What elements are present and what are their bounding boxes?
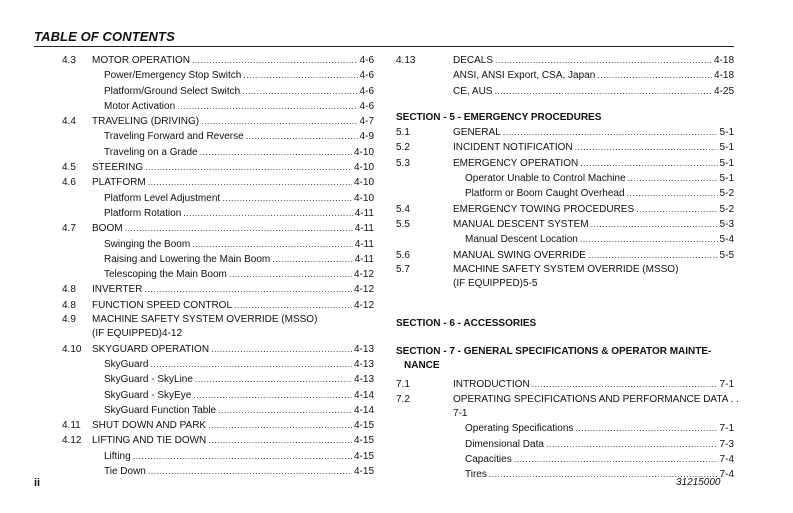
- toc-entry-title: INTRODUCTION: [453, 379, 530, 391]
- dot-leader: [627, 186, 718, 200]
- toc-entry-number: 4.5: [62, 162, 76, 174]
- dot-leader: [201, 114, 358, 128]
- toc-entry[interactable]: [396, 140, 734, 155]
- toc-entry-title: Lifting: [104, 450, 131, 462]
- toc-entry-title: MOTOR OPERATION: [92, 55, 190, 66]
- toc-entry-page: 4-15: [353, 450, 374, 462]
- toc-entry-title: SKYGUARD OPERATION: [92, 343, 210, 355]
- section-6-heading[interactable]: SECTION - 6 - ACCESSORIES: [396, 318, 537, 330]
- toc-entry-title: EMERGENCY OPERATION: [453, 157, 579, 169]
- toc-entry[interactable]: [62, 342, 374, 357]
- toc-left-column: [62, 53, 374, 479]
- toc-entry-page: 5-1: [719, 157, 734, 169]
- page-title: TABLE OF CONTENTS: [34, 29, 175, 44]
- dot-leader: [494, 84, 712, 98]
- toc-entry-number: 4.12: [62, 435, 82, 447]
- toc-entry[interactable]: [396, 202, 734, 217]
- toc-entry-continuation: (IF EQUIPPED)4-12: [92, 328, 183, 340]
- dot-leader: [148, 175, 352, 189]
- toc-entry-number: 7.1: [396, 379, 410, 391]
- toc-entry-number: 4.6: [62, 177, 76, 189]
- toc-entry-page: 4-15: [353, 466, 374, 478]
- dot-leader: [234, 298, 352, 312]
- toc-entry-page: 5-3: [719, 218, 734, 230]
- toc-entry-title: EMERGENCY TOWING PROCEDURES: [453, 203, 635, 215]
- toc-entry[interactable]: [396, 68, 734, 83]
- toc-entry-title: INVERTER: [92, 284, 143, 296]
- toc-entry-page: 4-12: [353, 299, 374, 311]
- toc-entry-title: Platform Level Adjustment: [104, 192, 221, 204]
- toc-entry[interactable]: [396, 186, 734, 201]
- toc-entry[interactable]: [396, 421, 734, 436]
- toc-entry-number: 4.4: [62, 116, 76, 128]
- section-5-heading[interactable]: SECTION - 5 - EMERGENCY PROCEDURES: [396, 111, 602, 123]
- toc-entry-title: MACHINE SAFETY SYSTEM OVERRIDE (MSSO): [453, 263, 679, 275]
- dot-leader: [636, 202, 717, 216]
- toc-entry-page: 4-18: [713, 70, 734, 82]
- toc-entry[interactable]: [62, 298, 374, 313]
- toc-entry[interactable]: [62, 237, 374, 252]
- toc-entry[interactable]: [62, 84, 374, 99]
- toc-right-column: [396, 53, 739, 482]
- toc-entry-title: Power/Emergency Stop Switch: [104, 70, 242, 82]
- toc-entry[interactable]: [62, 357, 374, 372]
- toc-entry-page: 7-4: [719, 469, 734, 481]
- toc-entry[interactable]: [62, 403, 374, 418]
- dot-leader: [580, 232, 718, 246]
- toc-entry-title: Platform/Ground Select Switch: [104, 85, 241, 97]
- toc-entry-page: 4-11: [354, 238, 374, 250]
- toc-entry-page: 4-10: [353, 162, 374, 174]
- toc-entry-number: 7.2: [396, 393, 410, 405]
- toc-entry-page: 4-10: [353, 177, 374, 189]
- dot-leader: [193, 388, 352, 402]
- toc-entry-page: 4-6: [359, 85, 374, 97]
- toc-entry-page: 4-6: [359, 55, 374, 66]
- document-number: 31215000: [676, 477, 721, 488]
- dot-leader: [133, 449, 352, 463]
- dot-leader: [125, 221, 353, 235]
- toc-entry[interactable]: [62, 449, 374, 464]
- toc-entry[interactable]: [62, 145, 374, 160]
- toc-entry-number: 5.4: [396, 203, 410, 215]
- toc-entry-page: 7-1: [719, 423, 734, 435]
- toc-entry-page: 4-14: [353, 389, 374, 401]
- dot-leader: [597, 68, 712, 82]
- dot-leader: [246, 129, 358, 143]
- toc-entry-page: 4-10: [353, 146, 374, 158]
- toc-entry-page: 4-6: [359, 70, 374, 82]
- dot-leader: [148, 464, 352, 478]
- toc-entry-title: Motor Activation: [104, 100, 176, 112]
- dot-leader: [192, 53, 358, 67]
- toc-entry-title: MANUAL DESCENT SYSTEM: [453, 218, 589, 230]
- toc-entry-title: SkyGuard Function Table: [104, 404, 217, 416]
- toc-entry-page: 4-7: [359, 116, 374, 128]
- dot-leader: [532, 377, 718, 391]
- toc-entry-page: 4-13: [353, 343, 374, 355]
- toc-entry-title: BOOM: [92, 223, 123, 235]
- dot-leader: [229, 267, 352, 281]
- dot-leader: [200, 145, 352, 159]
- toc-entry-title: MACHINE SAFETY SYSTEM OVERRIDE (MSSO): [92, 314, 318, 326]
- toc-entry[interactable]: [396, 232, 734, 247]
- toc-entry[interactable]: [396, 53, 734, 68]
- toc-entry-title: Telescoping the Main Boom: [104, 269, 227, 281]
- toc-entry-title: Operator Unable to Control Machine: [465, 173, 626, 185]
- toc-entry-title: Manual Descent Location: [465, 234, 578, 246]
- toc-entry[interactable]: [62, 99, 374, 114]
- toc-entry-title: Dimensional Data: [465, 438, 544, 450]
- toc-entry-page: 4-6: [359, 100, 374, 112]
- section-7-entries: [396, 377, 739, 482]
- toc-entry-title: PLATFORM: [92, 177, 146, 189]
- toc-entry-page: 4-11: [354, 223, 374, 235]
- toc-entry-page: 4-13: [353, 358, 374, 370]
- dot-leader: [222, 191, 352, 205]
- toc-entry[interactable]: [62, 68, 374, 83]
- dot-leader: [580, 156, 717, 170]
- decals-entries: [396, 53, 734, 99]
- toc-entry-page: 4-13: [353, 374, 374, 386]
- toc-entry[interactable]: [396, 171, 734, 186]
- dot-leader: [208, 418, 352, 432]
- toc-entry-title: CE, AUS: [453, 85, 493, 97]
- toc-entry-title: Traveling on a Grade: [104, 146, 198, 158]
- toc-entry-page: 5-1: [719, 127, 734, 139]
- toc-entry-title: Tie Down: [104, 466, 146, 478]
- toc-entry-number: 4.9: [62, 314, 76, 326]
- toc-entry-continuation: 7-1: [453, 407, 468, 419]
- dot-leader: [195, 372, 352, 386]
- toc-entry-page: 4-25: [713, 85, 734, 97]
- toc-entry-number: 5.2: [396, 142, 410, 154]
- toc-entry-page: 5-5: [719, 249, 734, 261]
- toc-entry-page: 4-11: [354, 253, 374, 265]
- toc-entry[interactable]: [62, 221, 374, 236]
- dot-leader: [575, 421, 717, 435]
- toc-entry-number: 4.8: [62, 299, 76, 311]
- toc-entry-title: Platform or Boom Caught Overhead: [465, 188, 625, 200]
- toc-entry-page: 4-10: [353, 192, 374, 204]
- toc-entry-number: 5.7: [396, 263, 410, 275]
- toc-entry-number: 5.1: [396, 127, 410, 139]
- dot-leader: [145, 160, 352, 174]
- toc-entry[interactable]: [62, 206, 374, 221]
- dot-leader: [211, 342, 352, 356]
- toc-entry[interactable]: [396, 263, 734, 277]
- toc-entry-page: 5-2: [719, 188, 734, 200]
- toc-entry-title: MANUAL SWING OVERRIDE: [453, 249, 586, 261]
- toc-entry[interactable]: [62, 388, 374, 403]
- toc-entry-page: 5-1: [719, 173, 734, 185]
- toc-entry-title: Platform Rotation: [104, 207, 182, 219]
- toc-entry-title: Swinging the Boom: [104, 238, 191, 250]
- dot-leader: [588, 248, 718, 262]
- dot-leader: [144, 282, 352, 296]
- toc-entry-page: 4-12: [353, 269, 374, 281]
- toc-entry-page: 4-14: [353, 404, 374, 416]
- toc-entry[interactable]: [62, 160, 374, 175]
- toc-entry[interactable]: [62, 418, 374, 433]
- toc-entry-number: 5.5: [396, 218, 410, 230]
- toc-entry-page: 7-1: [719, 379, 734, 391]
- toc-entry-page: 4-18: [713, 55, 734, 66]
- dot-leader: [591, 217, 718, 231]
- toc-entry-title: Capacities: [465, 453, 512, 465]
- toc-entry-title: Traveling Forward and Reverse: [104, 131, 244, 143]
- toc-entry-title: SkyGuard: [104, 358, 149, 370]
- toc-entry-title: OPERATING SPECIFICATIONS AND PERFORMANCE DATA . .: [453, 393, 739, 405]
- toc-entry-title: TRAVELING (DRIVING): [92, 116, 200, 128]
- section-7-heading-continued: NANCE: [404, 360, 440, 372]
- toc-entry[interactable]: [62, 175, 374, 190]
- toc-entry-page: 4-11: [354, 207, 374, 219]
- dot-leader: [183, 206, 352, 220]
- title-rule: [34, 46, 734, 47]
- dot-leader: [546, 437, 718, 451]
- dot-leader: [272, 252, 353, 266]
- dot-leader: [208, 433, 352, 447]
- dot-leader: [628, 171, 718, 185]
- toc-entry[interactable]: [396, 217, 734, 232]
- dot-leader: [243, 68, 357, 82]
- dot-leader: [242, 84, 357, 98]
- toc-entry-number: 5.6: [396, 249, 410, 261]
- toc-entry-title: DECALS: [453, 55, 494, 66]
- toc-entry-number: 4.7: [62, 223, 76, 235]
- toc-entry-page: 5-2: [719, 203, 734, 215]
- toc-entry[interactable]: [62, 129, 374, 144]
- toc-entry-page: 5-4: [719, 234, 734, 246]
- toc-entry-title: ANSI, ANSI Export, CSA, Japan: [453, 70, 596, 82]
- dot-leader: [575, 140, 718, 154]
- toc-entry-page: 4-15: [353, 420, 374, 432]
- toc-entry-page: 7-3: [719, 438, 734, 450]
- toc-entry[interactable]: [62, 464, 374, 479]
- toc-entry[interactable]: [62, 252, 374, 267]
- toc-entry-title: SkyGuard - SkyEye: [104, 389, 192, 401]
- toc-entry[interactable]: [396, 125, 734, 140]
- toc-entry[interactable]: [62, 191, 374, 206]
- toc-entry[interactable]: [396, 452, 734, 467]
- toc-entry-title: SkyGuard - SkyLine: [104, 374, 193, 386]
- toc-entry[interactable]: [396, 393, 739, 407]
- toc-entry[interactable]: [62, 267, 374, 282]
- dot-leader: [192, 237, 353, 251]
- dot-leader: [514, 452, 718, 466]
- toc-entry-title: STEERING: [92, 162, 144, 174]
- toc-entry-title: INCIDENT NOTIFICATION: [453, 142, 573, 154]
- toc-entry-title: GENERAL: [453, 127, 501, 139]
- dot-leader: [495, 53, 712, 67]
- toc-entry[interactable]: [396, 84, 734, 99]
- toc-entry[interactable]: [62, 53, 374, 68]
- toc-entry[interactable]: [62, 282, 374, 297]
- toc-entry-title: Raising and Lowering the Main Boom: [104, 253, 271, 265]
- toc-entry-title: SHUT DOWN AND PARK: [92, 420, 207, 432]
- toc-entry-title: Operating Specifications: [465, 423, 574, 435]
- toc-entry-title: Tires: [465, 469, 487, 481]
- toc-entry[interactable]: [396, 248, 734, 263]
- page-number: ii: [34, 477, 41, 489]
- toc-entry[interactable]: [396, 437, 734, 452]
- section-5-entries: [396, 125, 734, 291]
- toc-entry-number: 4.10: [62, 343, 82, 355]
- toc-entry-continuation: (IF EQUIPPED)5-5: [453, 278, 538, 290]
- toc-entry-title: FUNCTION SPEED CONTROL: [92, 299, 233, 311]
- toc-entry[interactable]: [62, 372, 374, 387]
- toc-entry[interactable]: [396, 377, 734, 392]
- dot-leader: [218, 403, 352, 417]
- toc-entry[interactable]: [62, 313, 374, 327]
- toc-entry-number: 5.3: [396, 157, 410, 169]
- section-7-heading[interactable]: SECTION - 7 - GENERAL SPECIFICATIONS & OPERATOR MAINTE-: [396, 345, 712, 357]
- dot-leader: [177, 99, 357, 113]
- dot-leader: [150, 357, 352, 371]
- toc-entry-page: 4-15: [353, 435, 374, 447]
- toc-entry[interactable]: [62, 433, 374, 448]
- toc-entry-page: 4-12: [353, 284, 374, 296]
- toc-entry-number: 4.8: [62, 284, 76, 296]
- toc-entry[interactable]: [396, 156, 734, 171]
- toc-entry-page: 5-1: [719, 142, 734, 154]
- toc-entry-page: 4-9: [359, 131, 374, 143]
- toc-entry[interactable]: [62, 114, 374, 129]
- toc-entry-page: 7-4: [719, 453, 734, 465]
- toc-entry-number: 4.11: [62, 420, 81, 432]
- toc-entry-title: LIFTING AND TIE DOWN: [92, 435, 207, 447]
- toc-entry-number: 4.3: [62, 55, 76, 66]
- toc-entry-number: 4.13: [396, 55, 416, 66]
- dot-leader: [503, 125, 718, 139]
